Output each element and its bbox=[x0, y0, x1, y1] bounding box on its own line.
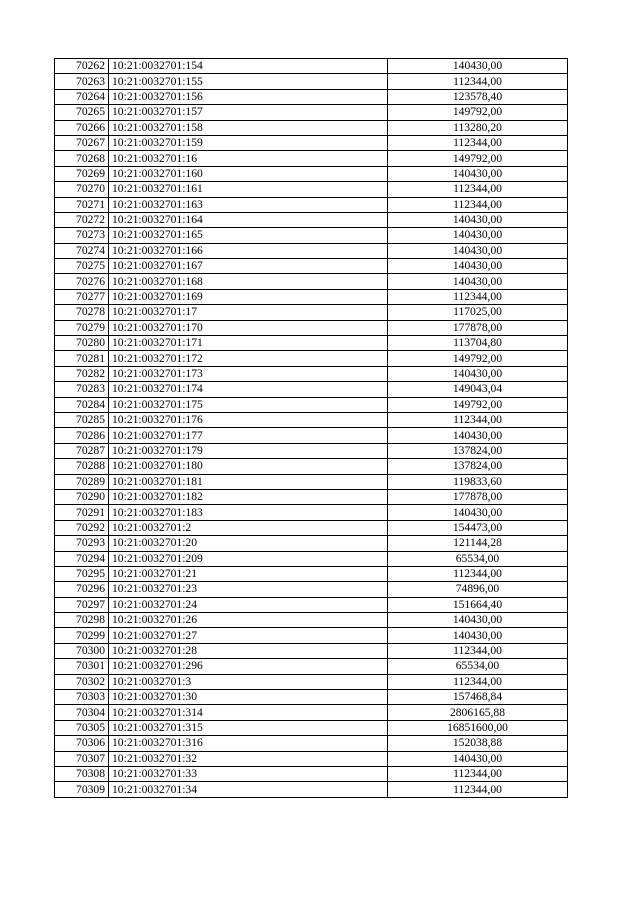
cadastral-value-cell: 74896,00 bbox=[388, 582, 568, 597]
cadastral-value-cell: 140430,00 bbox=[388, 428, 568, 443]
cadastral-number-cell: 10:21:0032701:179 bbox=[109, 443, 388, 458]
cadastral-value-cell: 177878,00 bbox=[388, 320, 568, 335]
cadastral-number-cell: 10:21:0032701:155 bbox=[109, 74, 388, 89]
cadastral-value-cell: 123578,40 bbox=[388, 89, 568, 104]
table-row bbox=[55, 443, 568, 458]
cadastral-number-cell: 10:21:0032701:23 bbox=[109, 582, 388, 597]
cadastral-number-cell: 10:21:0032701:165 bbox=[109, 228, 388, 243]
cadastral-number-cell: 10:21:0032701:183 bbox=[109, 505, 388, 520]
row-id-cell: 70265 bbox=[55, 105, 109, 120]
table-row bbox=[55, 212, 568, 227]
row-id-cell: 70273 bbox=[55, 228, 109, 243]
cadastral-value-cell: 112344,00 bbox=[388, 74, 568, 89]
row-id-cell: 70264 bbox=[55, 89, 109, 104]
row-id-cell: 70303 bbox=[55, 690, 109, 705]
cadastral-value-cell: 177878,00 bbox=[388, 489, 568, 504]
table-row bbox=[55, 736, 568, 751]
row-id-cell: 70263 bbox=[55, 74, 109, 89]
cadastral-number-cell: 10:21:0032701:154 bbox=[109, 59, 388, 74]
table-row bbox=[55, 351, 568, 366]
table-row bbox=[55, 366, 568, 381]
cadastral-number-cell: 10:21:0032701:167 bbox=[109, 259, 388, 274]
row-id-cell: 70285 bbox=[55, 412, 109, 427]
cadastral-number-cell: 10:21:0032701:2 bbox=[109, 520, 388, 535]
row-id-cell: 70309 bbox=[55, 782, 109, 797]
cadastral-value-cell: 140430,00 bbox=[388, 228, 568, 243]
cadastral-value-cell: 112344,00 bbox=[388, 766, 568, 781]
cadastral-value-cell: 140430,00 bbox=[388, 628, 568, 643]
cadastral-number-cell: 10:21:0032701:296 bbox=[109, 659, 388, 674]
table-row bbox=[55, 197, 568, 212]
cadastral-number-cell: 10:21:0032701:315 bbox=[109, 720, 388, 735]
row-id-cell: 70281 bbox=[55, 351, 109, 366]
table-row bbox=[55, 474, 568, 489]
cadastral-value-cell: 2806165,88 bbox=[388, 705, 568, 720]
cadastral-value-cell: 119833,60 bbox=[388, 474, 568, 489]
cadastral-value-cell: 121144,28 bbox=[388, 536, 568, 551]
cadastral-number-cell: 10:21:0032701:34 bbox=[109, 782, 388, 797]
cadastral-number-cell: 10:21:0032701:16 bbox=[109, 151, 388, 166]
table-row bbox=[55, 182, 568, 197]
table-row bbox=[55, 397, 568, 412]
row-id-cell: 70300 bbox=[55, 643, 109, 658]
cadastral-value-cell: 65534,00 bbox=[388, 659, 568, 674]
row-id-cell: 70282 bbox=[55, 366, 109, 381]
row-id-cell: 70272 bbox=[55, 212, 109, 227]
row-id-cell: 70270 bbox=[55, 182, 109, 197]
cadastral-value-cell: 149792,00 bbox=[388, 151, 568, 166]
table-row bbox=[55, 720, 568, 735]
row-id-cell: 70292 bbox=[55, 520, 109, 535]
table-row bbox=[55, 705, 568, 720]
cadastral-value-table bbox=[54, 58, 568, 798]
cadastral-value-cell: 149792,00 bbox=[388, 397, 568, 412]
table-row bbox=[55, 243, 568, 258]
row-id-cell: 70306 bbox=[55, 736, 109, 751]
cadastral-number-cell: 10:21:0032701:171 bbox=[109, 336, 388, 351]
row-id-cell: 70280 bbox=[55, 336, 109, 351]
cadastral-value-cell: 112344,00 bbox=[388, 197, 568, 212]
cadastral-value-cell: 140430,00 bbox=[388, 259, 568, 274]
table-row bbox=[55, 551, 568, 566]
table-row bbox=[55, 259, 568, 274]
row-id-cell: 70278 bbox=[55, 305, 109, 320]
row-id-cell: 70294 bbox=[55, 551, 109, 566]
cadastral-value-cell: 140430,00 bbox=[388, 166, 568, 181]
row-id-cell: 70286 bbox=[55, 428, 109, 443]
table-body bbox=[55, 59, 568, 798]
cadastral-number-cell: 10:21:0032701:27 bbox=[109, 628, 388, 643]
cadastral-number-cell: 10:21:0032701:170 bbox=[109, 320, 388, 335]
table-row bbox=[55, 674, 568, 689]
row-id-cell: 70276 bbox=[55, 274, 109, 289]
cadastral-number-cell: 10:21:0032701:164 bbox=[109, 212, 388, 227]
cadastral-value-cell: 149043,04 bbox=[388, 382, 568, 397]
cadastral-value-cell: 149792,00 bbox=[388, 105, 568, 120]
table-row bbox=[55, 305, 568, 320]
row-id-cell: 70266 bbox=[55, 120, 109, 135]
table-row bbox=[55, 659, 568, 674]
table-row bbox=[55, 336, 568, 351]
row-id-cell: 70284 bbox=[55, 397, 109, 412]
cadastral-value-cell: 16851600,00 bbox=[388, 720, 568, 735]
cadastral-value-cell: 112344,00 bbox=[388, 135, 568, 150]
row-id-cell: 70267 bbox=[55, 135, 109, 150]
cadastral-value-cell: 151664,40 bbox=[388, 597, 568, 612]
row-id-cell: 70268 bbox=[55, 151, 109, 166]
row-id-cell: 70299 bbox=[55, 628, 109, 643]
table-row bbox=[55, 751, 568, 766]
cadastral-value-cell: 140430,00 bbox=[388, 243, 568, 258]
cadastral-value-cell: 149792,00 bbox=[388, 351, 568, 366]
table-row bbox=[55, 566, 568, 581]
table-row bbox=[55, 782, 568, 797]
cadastral-number-cell: 10:21:0032701:175 bbox=[109, 397, 388, 412]
row-id-cell: 70289 bbox=[55, 474, 109, 489]
cadastral-number-cell: 10:21:0032701:159 bbox=[109, 135, 388, 150]
row-id-cell: 70288 bbox=[55, 459, 109, 474]
row-id-cell: 70302 bbox=[55, 674, 109, 689]
cadastral-number-cell: 10:21:0032701:156 bbox=[109, 89, 388, 104]
cadastral-number-cell: 10:21:0032701:169 bbox=[109, 289, 388, 304]
row-id-cell: 70283 bbox=[55, 382, 109, 397]
cadastral-value-cell: 112344,00 bbox=[388, 643, 568, 658]
table-row bbox=[55, 597, 568, 612]
row-id-cell: 70279 bbox=[55, 320, 109, 335]
cadastral-value-cell: 157468,84 bbox=[388, 690, 568, 705]
row-id-cell: 70298 bbox=[55, 613, 109, 628]
cadastral-number-cell: 10:21:0032701:182 bbox=[109, 489, 388, 504]
row-id-cell: 70293 bbox=[55, 536, 109, 551]
table-row bbox=[55, 582, 568, 597]
cadastral-value-cell: 117025,00 bbox=[388, 305, 568, 320]
table-row bbox=[55, 120, 568, 135]
table-row bbox=[55, 228, 568, 243]
table-row bbox=[55, 151, 568, 166]
table-row bbox=[55, 412, 568, 427]
cadastral-number-cell: 10:21:0032701:181 bbox=[109, 474, 388, 489]
cadastral-value-cell: 140430,00 bbox=[388, 505, 568, 520]
table-row bbox=[55, 690, 568, 705]
document-page bbox=[54, 58, 568, 798]
row-id-cell: 70291 bbox=[55, 505, 109, 520]
table-row bbox=[55, 320, 568, 335]
row-id-cell: 70307 bbox=[55, 751, 109, 766]
table-row bbox=[55, 536, 568, 551]
cadastral-number-cell: 10:21:0032701:30 bbox=[109, 690, 388, 705]
row-id-cell: 70297 bbox=[55, 597, 109, 612]
cadastral-value-cell: 137824,00 bbox=[388, 459, 568, 474]
table-row bbox=[55, 520, 568, 535]
row-id-cell: 70305 bbox=[55, 720, 109, 735]
row-id-cell: 70277 bbox=[55, 289, 109, 304]
cadastral-value-cell: 113704,80 bbox=[388, 336, 568, 351]
table-row bbox=[55, 89, 568, 104]
table-row bbox=[55, 613, 568, 628]
cadastral-number-cell: 10:21:0032701:20 bbox=[109, 536, 388, 551]
cadastral-value-cell: 154473,00 bbox=[388, 520, 568, 535]
cadastral-value-cell: 140430,00 bbox=[388, 366, 568, 381]
cadastral-value-cell: 65534,00 bbox=[388, 551, 568, 566]
cadastral-number-cell: 10:21:0032701:316 bbox=[109, 736, 388, 751]
row-id-cell: 70295 bbox=[55, 566, 109, 581]
table-row bbox=[55, 428, 568, 443]
cadastral-value-cell: 112344,00 bbox=[388, 289, 568, 304]
row-id-cell: 70290 bbox=[55, 489, 109, 504]
cadastral-number-cell: 10:21:0032701:168 bbox=[109, 274, 388, 289]
cadastral-number-cell: 10:21:0032701:166 bbox=[109, 243, 388, 258]
cadastral-value-cell: 113280,20 bbox=[388, 120, 568, 135]
table-row bbox=[55, 274, 568, 289]
table-row bbox=[55, 505, 568, 520]
cadastral-number-cell: 10:21:0032701:157 bbox=[109, 105, 388, 120]
row-id-cell: 70262 bbox=[55, 59, 109, 74]
cadastral-number-cell: 10:21:0032701:209 bbox=[109, 551, 388, 566]
cadastral-value-cell: 112344,00 bbox=[388, 566, 568, 581]
cadastral-number-cell: 10:21:0032701:21 bbox=[109, 566, 388, 581]
cadastral-value-cell: 140430,00 bbox=[388, 212, 568, 227]
cadastral-number-cell: 10:21:0032701:17 bbox=[109, 305, 388, 320]
cadastral-number-cell: 10:21:0032701:3 bbox=[109, 674, 388, 689]
cadastral-number-cell: 10:21:0032701:28 bbox=[109, 643, 388, 658]
cadastral-value-cell: 112344,00 bbox=[388, 782, 568, 797]
table-row bbox=[55, 289, 568, 304]
cadastral-value-cell: 112344,00 bbox=[388, 412, 568, 427]
table-row bbox=[55, 105, 568, 120]
table-row bbox=[55, 459, 568, 474]
table-row bbox=[55, 628, 568, 643]
cadastral-number-cell: 10:21:0032701:26 bbox=[109, 613, 388, 628]
cadastral-value-cell: 140430,00 bbox=[388, 613, 568, 628]
row-id-cell: 70301 bbox=[55, 659, 109, 674]
cadastral-number-cell: 10:21:0032701:174 bbox=[109, 382, 388, 397]
table-row bbox=[55, 489, 568, 504]
cadastral-number-cell: 10:21:0032701:158 bbox=[109, 120, 388, 135]
row-id-cell: 70274 bbox=[55, 243, 109, 258]
cadastral-number-cell: 10:21:0032701:314 bbox=[109, 705, 388, 720]
cadastral-value-cell: 137824,00 bbox=[388, 443, 568, 458]
cadastral-number-cell: 10:21:0032701:161 bbox=[109, 182, 388, 197]
cadastral-number-cell: 10:21:0032701:176 bbox=[109, 412, 388, 427]
table-row bbox=[55, 766, 568, 781]
cadastral-value-cell: 140430,00 bbox=[388, 59, 568, 74]
cadastral-value-cell: 112344,00 bbox=[388, 674, 568, 689]
row-id-cell: 70269 bbox=[55, 166, 109, 181]
table-row bbox=[55, 135, 568, 150]
table-row bbox=[55, 166, 568, 181]
cadastral-number-cell: 10:21:0032701:32 bbox=[109, 751, 388, 766]
row-id-cell: 70308 bbox=[55, 766, 109, 781]
cadastral-number-cell: 10:21:0032701:172 bbox=[109, 351, 388, 366]
cadastral-number-cell: 10:21:0032701:173 bbox=[109, 366, 388, 381]
cadastral-number-cell: 10:21:0032701:24 bbox=[109, 597, 388, 612]
table-row bbox=[55, 59, 568, 74]
row-id-cell: 70304 bbox=[55, 705, 109, 720]
row-id-cell: 70287 bbox=[55, 443, 109, 458]
row-id-cell: 70271 bbox=[55, 197, 109, 212]
cadastral-value-cell: 140430,00 bbox=[388, 274, 568, 289]
cadastral-number-cell: 10:21:0032701:177 bbox=[109, 428, 388, 443]
table-row bbox=[55, 382, 568, 397]
row-id-cell: 70296 bbox=[55, 582, 109, 597]
cadastral-value-cell: 140430,00 bbox=[388, 751, 568, 766]
cadastral-number-cell: 10:21:0032701:33 bbox=[109, 766, 388, 781]
cadastral-number-cell: 10:21:0032701:163 bbox=[109, 197, 388, 212]
table-row bbox=[55, 643, 568, 658]
cadastral-number-cell: 10:21:0032701:160 bbox=[109, 166, 388, 181]
cadastral-number-cell: 10:21:0032701:180 bbox=[109, 459, 388, 474]
table-row bbox=[55, 74, 568, 89]
cadastral-value-cell: 112344,00 bbox=[388, 182, 568, 197]
cadastral-value-cell: 152038,88 bbox=[388, 736, 568, 751]
row-id-cell: 70275 bbox=[55, 259, 109, 274]
